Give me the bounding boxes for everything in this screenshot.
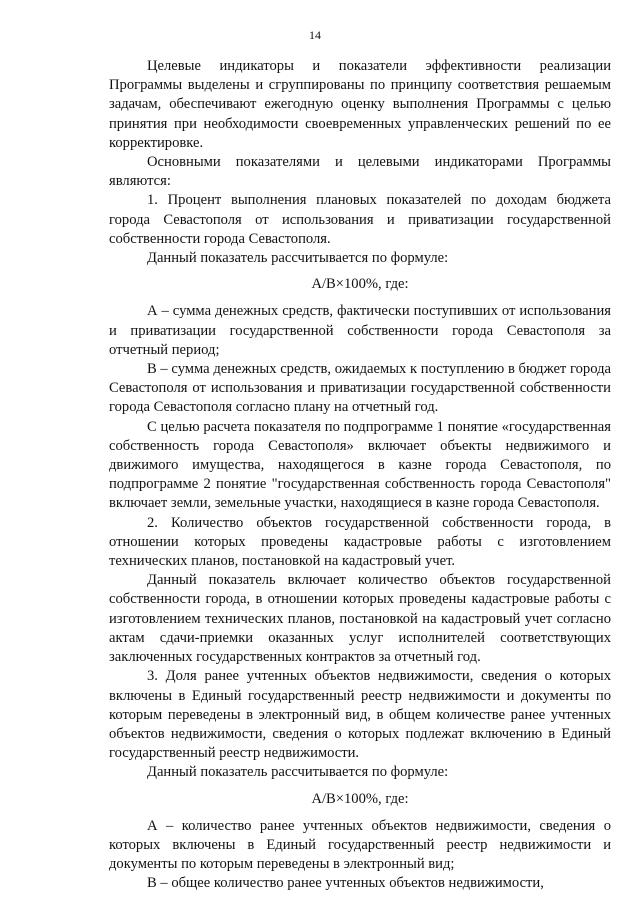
- paragraph-indicator-2: 2. Количество объектов государственной собственности города, в отношении которых проведены кадастровые работы с изготовлением технических планов, постановкой на кадастровый учет.: [109, 514, 611, 570]
- paragraph-definition-b-1: В – сумма денежных средств, ожидаемых к поступлению в бюджет города Севастополя от использования и приватизации государственной собственности города Севастополя согласно плану на отчетный год.: [109, 361, 611, 416]
- paragraph-formula-intro-2: Данный показатель рассчитывается по формуле:: [147, 764, 449, 781]
- document-body: [109, 57, 611, 894]
- page-number: 14: [309, 28, 321, 42]
- paragraph-main-indicators: Основными показателями и целевыми индикаторами Программы являются:: [109, 154, 611, 190]
- formula-2: А/В×100%, где:: [311, 790, 409, 807]
- paragraph-calculation-purpose: С целью расчета показателя по подпрограмме 1 понятие «государственная собственность города Севастополя» включает объекты недвижимого и движимого имущества, находящегося в казне города Севастополя, по подпрограмме 2 понятие "государственная собственность города Севастополя" включает земли, земельные участки, находящиеся в казне города Севастополя.: [109, 418, 611, 512]
- paragraph-definition-a-1: А – сумма денежных средств, фактически поступивших от использования и приватизации государственной собственности города Севастополя за отчетный период;: [109, 303, 611, 358]
- paragraph-definition-b-2: В – общее количество ранее учтенных объектов недвижимости,: [147, 875, 544, 892]
- paragraph-definition-a-2: А – количество ранее учтенных объектов недвижимости, сведения о которых включены в Единый государственный реестр недвижимости и документы по которым переведены в электронный вид;: [109, 817, 611, 873]
- paragraph-target-indicators: Целевые индикаторы и показатели эффективности реализации Программы выделены и сгруппированы по принципу соответствия решаемым задачам, обеспечивают ежегодную оценку выполнения Программы с целью принятия при необходимости своевременных управленческих решений по ее корректировке.: [109, 58, 611, 151]
- paragraph-indicator-3: 3. Доля ранее учтенных объектов недвижимости, сведения о которых включены в Единый государственный реестр недвижимости и документы по которым переведены в электронный вид, в общем количестве ранее учтенных объектов недвижимости, сведения о которых подлежат включению в Единый государственный реестр недвижимости.: [109, 668, 611, 762]
- formula-1: А/В×100%, где:: [311, 276, 409, 293]
- paragraph-indicator-1: 1. Процент выполнения плановых показателей по доходам бюджета города Севастополя от использования и приватизации государственной собственности города Севастополя.: [109, 192, 611, 247]
- paragraph-indicator-2-description: Данный показатель включает количество объектов государственной собственности города, в отношении которых проведены кадастровые работы с изготовлением технических планов, постановкой на кадастровый учет согласно актам сдачи-приемки оказанных услуг исполнителей соответствующих заключенных государственных контрактов за отчетный год.: [109, 572, 611, 666]
- paragraph-formula-intro-1: Данный показатель рассчитывается по формуле:: [147, 250, 449, 267]
